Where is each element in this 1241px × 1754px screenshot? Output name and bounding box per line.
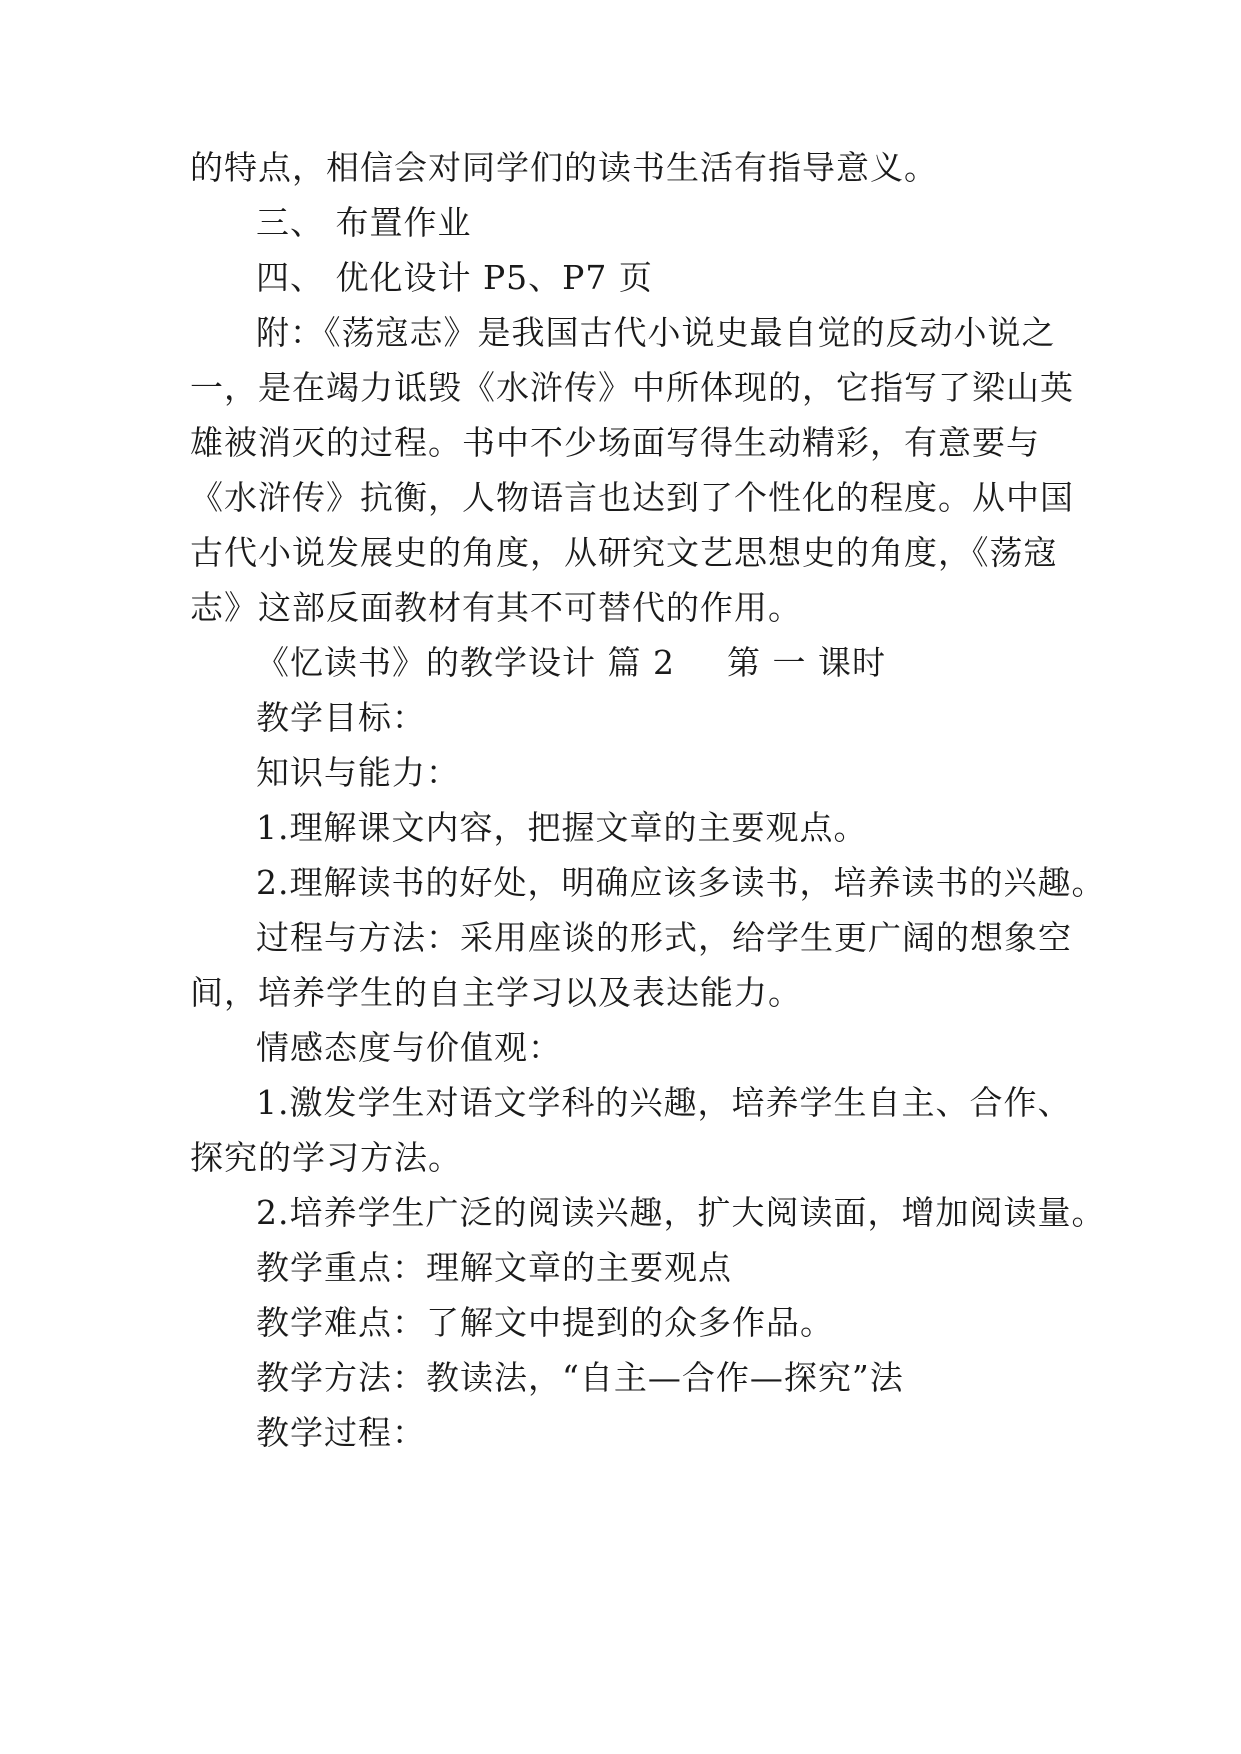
- paragraph-line: 一，是在竭力诋毁《水浒传》中所体现的，它指写了梁山英: [190, 368, 1074, 407]
- document-title: [256, 643, 886, 683]
- paragraph-line: 探究的学习方法。: [190, 1138, 462, 1177]
- paragraph-line: 的特点，相信会对同学们的读书生活有指导意义。: [190, 148, 938, 187]
- paragraph-line: 教学方法：教读法，“自主—合作—探究”法: [256, 1358, 904, 1397]
- section-heading: 情感态度与价值观：: [256, 1028, 562, 1067]
- paragraph-line: 雄被消灭的过程。书中不少场面写得生动精彩，有意要与: [190, 423, 1040, 462]
- paragraph-line: 《水浒传》抗衡，人物语言也达到了个性化的程度。从中国: [190, 478, 1074, 517]
- section-heading: 知识与能力：: [256, 753, 460, 792]
- list-item: 1.理解课文内容，把握文章的主要观点。: [256, 808, 868, 847]
- paragraph-line: 过程与方法：采用座谈的形式，给学生更广阔的想象空: [256, 918, 1072, 957]
- section-heading: 教学目标：: [256, 698, 426, 737]
- title-text: 《忆读书》的教学设计 篇 2: [256, 643, 675, 682]
- paragraph-line: 教学重点：理解文章的主要观点: [256, 1248, 732, 1287]
- paragraph-line: 间，培养学生的自主学习以及表达能力。: [190, 973, 802, 1012]
- paragraph-line: 志》这部反面教材有其不可替代的作用。: [190, 588, 802, 627]
- paragraph-line: 古代小说发展史的角度，从研究文艺思想史的角度，《荡寇: [190, 533, 1058, 572]
- section-heading: 三、 布置作业: [256, 203, 472, 242]
- paragraph-line: 附：《荡寇志》是我国古代小说史最自觉的反动小说之: [256, 313, 1056, 352]
- list-item: 2.培养学生广泛的阅读兴趣，扩大阅读面，增加阅读量。: [256, 1193, 1106, 1232]
- lesson-label: 第 一 课时: [726, 643, 886, 682]
- list-item: 2.理解读书的好处，明确应该多读书，培养读书的兴趣。: [256, 863, 1106, 902]
- section-heading: 四、 优化设计 P5、P7 页: [256, 258, 653, 297]
- list-item: 1.激发学生对语文学科的兴趣，培养学生自主、合作、: [256, 1083, 1072, 1122]
- section-heading: 教学过程：: [256, 1413, 426, 1452]
- paragraph-line: 教学难点：了解文中提到的众多作品。: [256, 1303, 834, 1342]
